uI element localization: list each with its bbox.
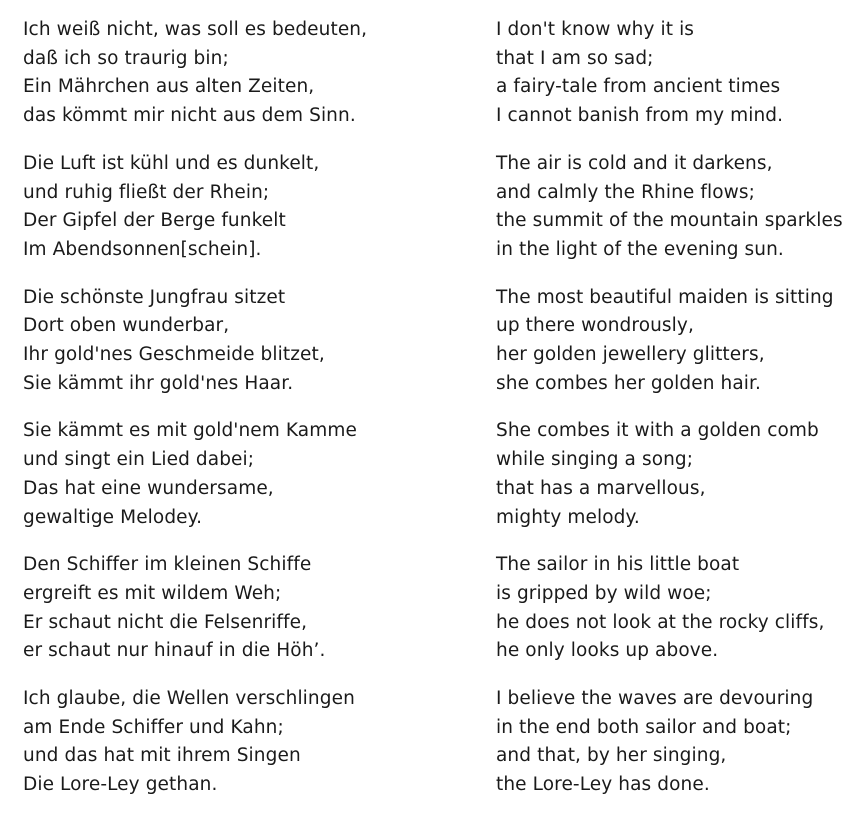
english-stanza-5	[496, 551, 861, 666]
german-line: und ruhig fließt der Rhein;	[23, 181, 270, 203]
english-line: that I am so sad;	[496, 47, 654, 69]
english-line: the summit of the mountain sparkles	[496, 210, 843, 232]
german-line: Das hat eine wundersame,	[23, 477, 274, 499]
german-stanza-3	[23, 284, 463, 399]
german-line: er schaut nur hinauf in die Höh’.	[23, 640, 326, 662]
english-line: She combes it with a golden comb	[496, 420, 819, 442]
german-stanza-5	[23, 551, 463, 666]
english-line: The most beautiful maiden is sitting	[496, 286, 834, 308]
english-stanza-3	[496, 284, 861, 399]
english-line: is gripped by wild woe;	[496, 582, 712, 604]
german-line: das kömmt mir nicht aus dem Sinn.	[23, 105, 356, 127]
german-stanza-6	[23, 685, 463, 800]
german-line: Sie kämmt es mit gold'nem Kamme	[23, 420, 357, 442]
english-column	[496, 16, 861, 819]
german-stanza-2	[23, 150, 463, 265]
german-line: und singt ein Lied dabei;	[23, 449, 255, 471]
english-line: The air is cold and it darkens,	[496, 152, 773, 174]
german-line: Im Abendsonnen[schein].	[23, 238, 262, 260]
german-line: am Ende Schiffer und Kahn;	[23, 716, 284, 738]
german-line: Dort oben wunderbar,	[23, 315, 230, 337]
german-line: gewaltige Melodey.	[23, 506, 203, 528]
english-line: her golden jewellery glitters,	[496, 344, 765, 366]
german-line: Ein Mährchen aus alten Zeiten,	[23, 76, 315, 98]
english-stanza-2	[496, 150, 861, 265]
english-line: she combes her golden hair.	[496, 372, 761, 394]
english-line: I don't know why it is	[496, 19, 695, 40]
german-stanza-4	[23, 417, 463, 532]
german-column	[23, 16, 463, 819]
english-stanza-4	[496, 417, 861, 532]
english-line: and calmly the Rhine flows;	[496, 181, 755, 203]
german-line: daß ich so traurig bin;	[23, 47, 229, 69]
english-line: in the light of the evening sun.	[496, 238, 784, 260]
german-line: Die schönste Jungfrau sitzet	[23, 286, 286, 308]
english-line: The sailor in his little boat	[496, 554, 740, 576]
german-line: Ihr gold'nes Geschmeide blitzet,	[23, 344, 325, 366]
english-line: he only looks up above.	[496, 640, 719, 662]
german-line: und das hat mit ihrem Singen	[23, 745, 301, 767]
german-line: Ich glaube, die Wellen verschlingen	[23, 688, 355, 710]
german-line: ergreift es mit wildem Weh;	[23, 582, 282, 604]
english-line: mighty melody.	[496, 506, 640, 528]
english-stanza-6	[496, 685, 861, 800]
english-line: a fairy-tale from ancient times	[496, 76, 781, 98]
english-line: in the end both sailor and boat;	[496, 716, 792, 738]
german-stanza-1	[23, 16, 463, 131]
english-line: that has a marvellous,	[496, 477, 706, 499]
german-line: Die Luft ist kühl und es dunkelt,	[23, 152, 320, 174]
english-line: the Lore-Ley has done.	[496, 774, 710, 796]
english-line: up there wondrously,	[496, 315, 694, 337]
english-line: I cannot banish from my mind.	[496, 105, 784, 127]
english-stanza-1	[496, 16, 861, 131]
german-line: Sie kämmt ihr gold'nes Haar.	[23, 372, 294, 394]
english-line: and that, by her singing,	[496, 745, 727, 767]
german-line: Der Gipfel der Berge funkelt	[23, 210, 286, 232]
german-line: Die Lore-Ley gethan.	[23, 774, 218, 796]
english-line: I believe the waves are devouring	[496, 688, 814, 710]
german-line: Er schaut nicht die Felsenriffe,	[23, 611, 308, 633]
english-line: while singing a song;	[496, 449, 694, 471]
english-line: he does not look at the rocky cliffs,	[496, 611, 825, 633]
german-line: Den Schiffer im kleinen Schiffe	[23, 554, 312, 576]
german-line: Ich weiß nicht, was soll es bedeuten,	[23, 19, 368, 40]
